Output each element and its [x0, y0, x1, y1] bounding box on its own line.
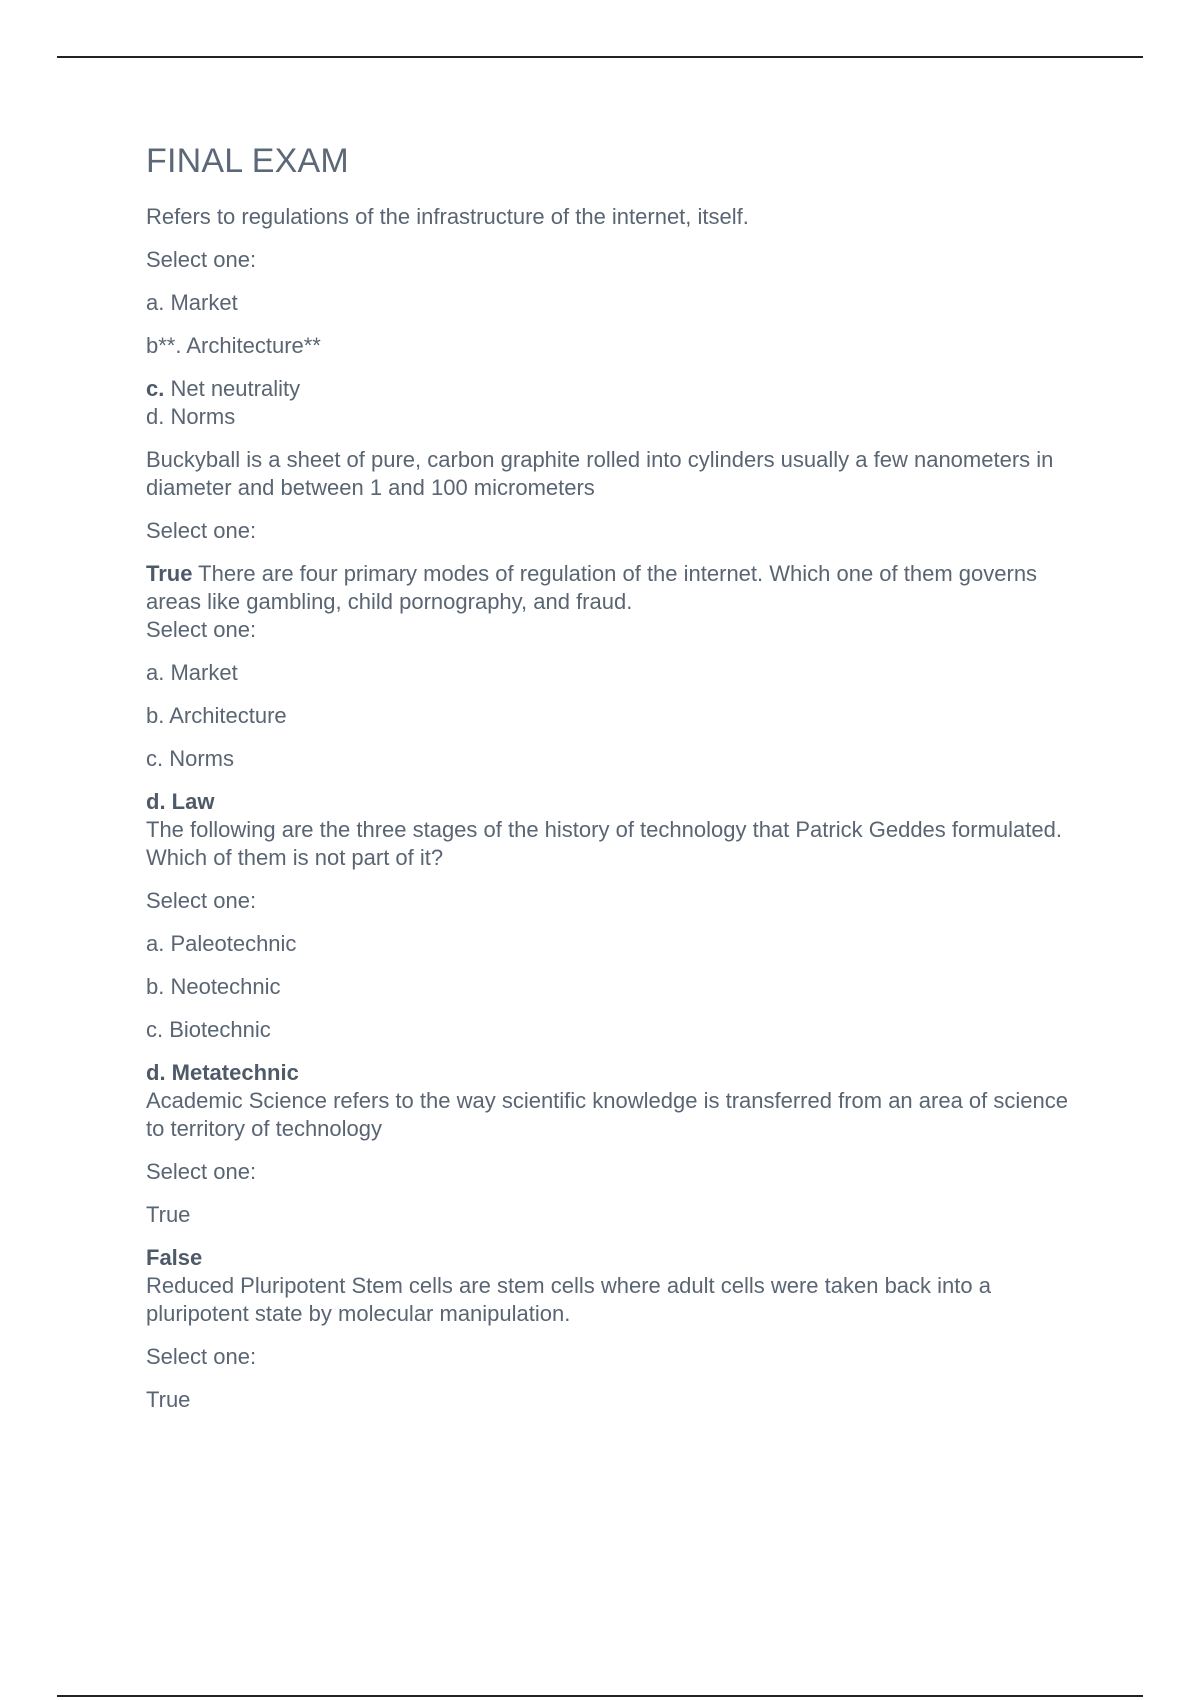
q1-select-one: Select one: — [146, 247, 257, 272]
q1-option-c — [146, 375, 1086, 403]
q5-answer: False — [146, 1245, 203, 1270]
q1-option-b: b**. Architecture** — [146, 333, 321, 358]
document-body — [146, 142, 1086, 1429]
q2-stem: Buckyball is a sheet of pure, carbon graphite rolled into cylinders usually a few nanometers in diameter and between 1 and 100 micrometers — [146, 447, 1054, 500]
q3-stem — [146, 560, 1086, 616]
q4-option-c: c. Biotechnic — [146, 1017, 271, 1042]
q3-option-d — [146, 788, 1086, 816]
q6-option-true: True — [146, 1387, 191, 1412]
q4-option-a: a. Paleotechnic — [146, 931, 297, 956]
q1-stem: Refers to regulations of the infrastructure of the internet, itself. — [146, 204, 749, 229]
q5-option-true: True — [146, 1202, 191, 1227]
q1-option-d: d. Norms — [146, 404, 236, 429]
q1-option-a: a. Market — [146, 290, 238, 315]
q3-select-one: Select one: — [146, 617, 257, 642]
q5-stem: Academic Science refers to the way scientific knowledge is transferred from an area of science to territory of technology — [146, 1088, 1068, 1141]
q3-option-c: c. Norms — [146, 746, 234, 771]
q4-stem: The following are the three stages of the history of technology that Patrick Geddes formulated. Which of them is not part of it? — [146, 817, 1062, 870]
page-title: FINAL EXAM — [146, 142, 349, 180]
q5-select-one: Select one: — [146, 1159, 257, 1184]
q2-answer: True — [146, 561, 193, 586]
q3-option-a: a. Market — [146, 660, 238, 685]
q4-option-b: b. Neotechnic — [146, 974, 281, 999]
q6-select-one: Select one: — [146, 1344, 257, 1369]
q6-stem: Reduced Pluripotent Stem cells are stem cells where adult cells were taken back into a pluripotent state by molecular manipulation. — [146, 1273, 991, 1326]
q5-option-false — [146, 1244, 1086, 1272]
q1-option-c-text: Net neutrality — [164, 376, 301, 401]
q4-option-d — [146, 1059, 1086, 1087]
q3-stem-text: There are four primary modes of regulation of the internet. Which one of them governs areas like gambling, child pornography, and fraud. — [146, 561, 1038, 614]
q4-answer: d. Metatechnic — [146, 1060, 299, 1085]
bottom-rule — [57, 1695, 1143, 1697]
q3-answer: d. Law — [146, 789, 215, 814]
q2-select-one: Select one: — [146, 518, 257, 543]
q1-option-c-letter: c. — [146, 376, 165, 401]
q4-select-one: Select one: — [146, 888, 257, 913]
q3-option-b: b. Architecture — [146, 703, 287, 728]
top-rule — [57, 56, 1143, 58]
